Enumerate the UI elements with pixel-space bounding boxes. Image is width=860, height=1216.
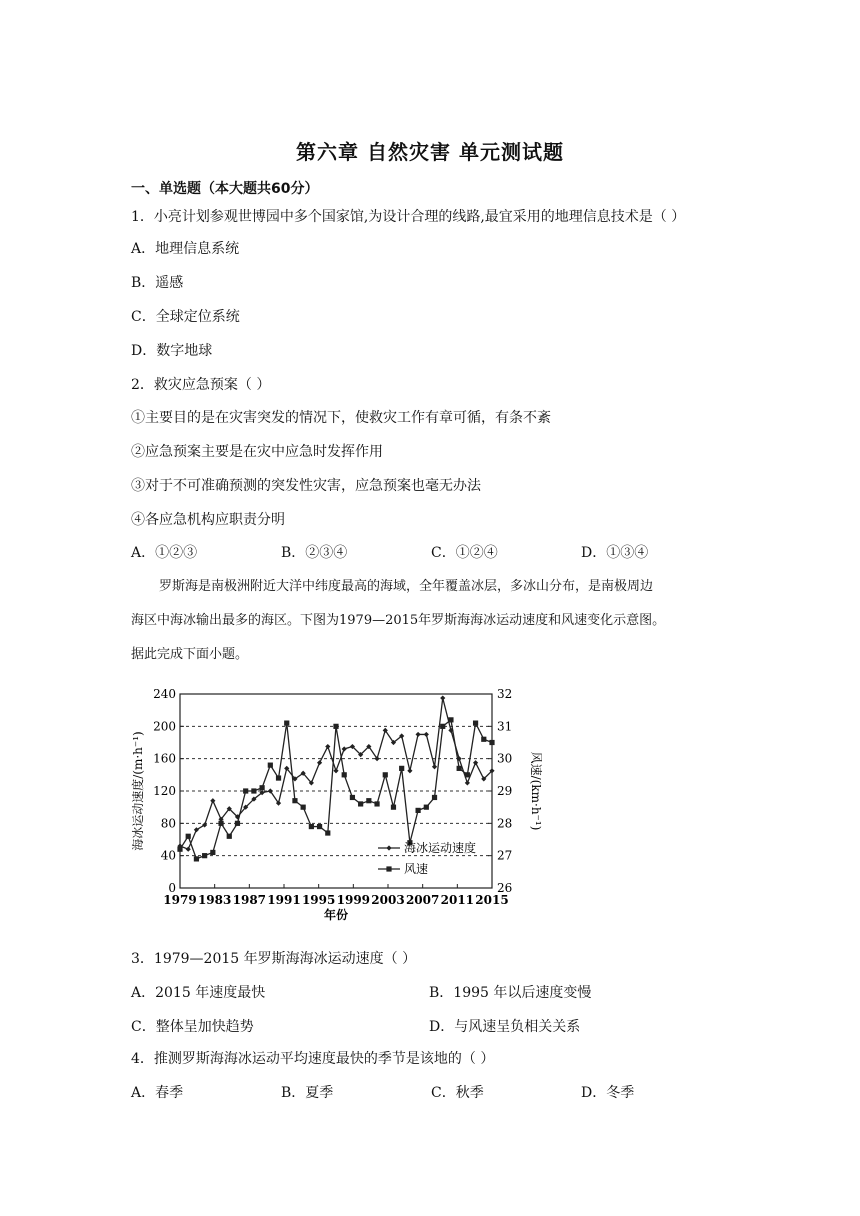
reading-passage: [131, 570, 731, 672]
q4-option-a: A．春季: [131, 1085, 184, 1101]
wind-speed-point: [432, 795, 437, 800]
wind-speed-point: [342, 772, 347, 777]
wind-speed-point: [210, 850, 215, 855]
x-tick-label: 1995: [301, 893, 336, 907]
wind-speed-point: [227, 834, 232, 839]
wind-speed-point: [383, 772, 388, 777]
wind-speed-point: [251, 788, 256, 793]
ice-speed-point: [325, 744, 330, 749]
left-tick-label: 160: [153, 751, 176, 766]
right-tick-label: 27: [497, 848, 513, 863]
wind-speed-point: [317, 824, 322, 829]
x-tick-label: 1999: [336, 893, 371, 907]
left-tick-label: 200: [153, 719, 176, 734]
ice-speed-point: [186, 847, 191, 852]
wind-speed-point: [481, 737, 486, 742]
wind-speed-point: [177, 847, 182, 852]
ice-speed-point: [317, 760, 322, 765]
passage-line-1: 罗斯海是南极洲附近大洋中纬度最高的海域，全年覆盖冰层，多冰山分布，是南极周边: [159, 579, 654, 594]
left-tick-label: 240: [153, 687, 176, 701]
ice-speed-point: [440, 695, 445, 700]
ice-speed-point: [416, 732, 421, 737]
wind-speed-point: [309, 824, 314, 829]
wind-speed-point: [416, 808, 421, 813]
wind-speed-point: [366, 798, 371, 803]
right-tick-label: 30: [497, 751, 513, 766]
q1-option-a: A．地理信息系统: [131, 241, 240, 257]
q2-statement-3: ③对于不可准确预测的突发性灾害，应急预案也毫无办法: [131, 478, 481, 494]
wind-speed-point: [276, 775, 281, 780]
q4-option-c: C．秋季: [431, 1085, 484, 1101]
q2-option-c: C．①②④: [431, 545, 498, 561]
left-tick-label: 120: [153, 784, 176, 798]
q2-option-d: D．①③④: [581, 545, 649, 561]
wind-speed-point: [465, 772, 470, 777]
wind-speed-point: [235, 821, 240, 826]
x-axis-title: 年份: [323, 908, 349, 922]
q4-stem: 4．推测罗斯海海冰运动平均速度最快的季节是该地的（ ）: [131, 1051, 495, 1067]
wind-speed-point: [350, 795, 355, 800]
q3-stem: 3．1979—2015 年罗斯海海冰运动速度（ ）: [131, 951, 417, 967]
x-tick-label: 2011: [440, 893, 475, 907]
q1-option-b: B．遥感: [131, 275, 184, 291]
wind-speed-point: [399, 766, 404, 771]
passage-line-2: 海区中海冰输出最多的海区。下图为1979—2015年罗斯海海冰运动速度和风速变化示意图。: [131, 613, 666, 628]
sea-ice-wind-chart: [120, 680, 543, 930]
legend-square-marker: [386, 866, 391, 871]
legend-label: 海冰运动速度: [404, 841, 477, 855]
ice-speed-point: [210, 798, 215, 803]
wind-speed-point: [374, 801, 379, 806]
q2-option-b: B．②③④: [281, 545, 348, 561]
wind-speed-point: [268, 763, 273, 768]
right-tick-label: 31: [497, 719, 513, 734]
wind-speed-point: [391, 805, 396, 810]
left-tick-label: 0: [168, 881, 176, 895]
wind-speed-point: [260, 785, 265, 790]
right-tick-label: 26: [497, 881, 513, 895]
ice-speed-point: [424, 732, 429, 737]
x-tick-label: 2015: [475, 893, 509, 907]
q3-option-d: D．与风速呈负相关关系: [429, 1019, 581, 1035]
q1-option-c: C．全球定位系统: [131, 309, 240, 325]
ice-speed-point: [342, 746, 347, 751]
q2-stem: 2．救灾应急预案（ ）: [131, 377, 271, 393]
x-tick-label: 1987: [232, 893, 267, 907]
section-heading: 一、单选题（本大题共60分）: [131, 181, 319, 197]
x-tick-label: 1991: [267, 893, 301, 907]
series-line-ice-speed: [180, 698, 492, 849]
q2-statement-2: ②应急预案主要是在灾中应急时发挥作用: [131, 444, 383, 460]
ice-speed-point: [432, 764, 437, 769]
x-tick-label: 2007: [405, 893, 440, 907]
wind-speed-point: [243, 788, 248, 793]
q1-option-d: D．数字地球: [131, 343, 213, 359]
ice-speed-point: [473, 760, 478, 765]
right-axis-title: 风速/(km·h⁻¹): [529, 751, 543, 831]
x-tick-label: 1983: [197, 893, 232, 907]
wind-speed-point: [333, 724, 338, 729]
left-tick-label: 80: [160, 816, 176, 831]
q2-statement-4: ④各应急机构应职责分明: [131, 512, 285, 528]
ice-speed-point: [407, 768, 412, 773]
wind-speed-point: [448, 717, 453, 722]
q3-option-a: A．2015 年速度最快: [131, 985, 266, 1001]
right-tick-label: 29: [497, 784, 513, 798]
q4-option-d: D．冬季: [581, 1085, 635, 1101]
wind-speed-point: [292, 798, 297, 803]
right-tick-label: 28: [497, 816, 513, 831]
passage-line-3: 据此完成下面小题。: [131, 647, 249, 662]
wind-speed-point: [186, 834, 191, 839]
wind-speed-point: [358, 801, 363, 806]
right-tick-label: 32: [497, 687, 513, 701]
wind-speed-point: [202, 853, 207, 858]
x-tick-label: 1979: [163, 893, 197, 907]
left-tick-label: 40: [160, 848, 176, 863]
wind-speed-point: [457, 766, 462, 771]
wind-speed-point: [424, 805, 429, 810]
q4-option-b: B．夏季: [281, 1085, 334, 1101]
legend-label: 风速: [404, 862, 429, 876]
wind-speed-point: [194, 856, 199, 861]
q2-statement-1: ①主要目的是在灾害突发的情况下，使救灾工作有章可循，有条不紊: [131, 410, 551, 426]
q1-stem: 1．小亮计划参观世博园中多个国家馆,为设计合理的线路,最宜采用的地理信息技术是（ ）: [131, 209, 686, 225]
left-axis-title: 海冰运动速度/(m·h⁻¹): [131, 731, 145, 851]
wind-speed-point: [301, 805, 306, 810]
x-tick-label: 2003: [371, 893, 405, 907]
wind-speed-point: [325, 830, 330, 835]
legend-diamond-marker: [386, 845, 391, 850]
wind-speed-point: [473, 721, 478, 726]
ice-speed-point: [333, 768, 338, 773]
wind-speed-point: [218, 821, 223, 826]
wind-speed-point: [440, 724, 445, 729]
q2-option-a: A．①②③: [131, 545, 198, 561]
q3-option-b: B．1995 年以后速度变慢: [429, 985, 592, 1001]
page-title: 第六章 自然灾害 单元测试题: [296, 140, 564, 164]
q3-option-c: C．整体呈加快趋势: [131, 1019, 254, 1035]
wind-speed-point: [489, 740, 494, 745]
ice-speed-point: [465, 780, 470, 785]
wind-speed-point: [284, 721, 289, 726]
